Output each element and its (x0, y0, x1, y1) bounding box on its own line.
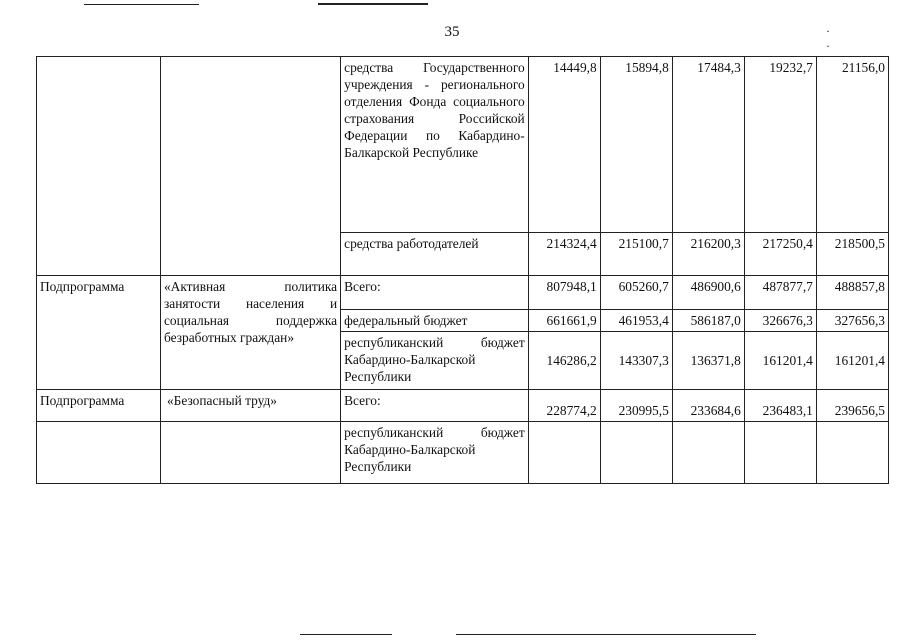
scan-artifact-bottom-center (300, 634, 392, 635)
table-row (37, 422, 889, 484)
subprogram-name-cell (160, 422, 340, 484)
value-cell: 17484,3 (672, 57, 744, 233)
subprogram-name-cell (160, 57, 340, 233)
program-cell (37, 422, 161, 484)
value-cell: 218500,5 (816, 233, 888, 276)
funding-source-cell: республиканский бюджет Кабардино-Балкарской Республики (341, 422, 529, 484)
funding-source-cell: средства работодателей (341, 233, 529, 276)
subprogram-name-cell: «Безопасный труд» (160, 390, 340, 422)
value-cell: 239656,5 (816, 390, 888, 422)
funding-source-cell: Всего: (341, 390, 529, 422)
scan-artifact-top-left (84, 4, 199, 5)
table-row (37, 276, 889, 310)
value-cell: 215100,7 (600, 233, 672, 276)
value-cell: 488857,8 (816, 276, 888, 310)
subprogram-name-cell: «Активная политика занятости населения и социальная поддержка безработных граждан» (160, 276, 340, 390)
scan-artifact-bottom-right (456, 634, 756, 635)
value-cell: 486900,6 (672, 276, 744, 310)
table-row (37, 390, 889, 422)
value-cell: 136371,8 (672, 332, 744, 390)
table-row (37, 233, 889, 276)
value-cell: 216200,3 (672, 233, 744, 276)
value-cell: 236483,1 (744, 390, 816, 422)
subprogram-name-cell (160, 233, 340, 276)
scan-artifact-top-center (318, 3, 428, 5)
funding-source-cell: федеральный бюджет (341, 310, 529, 332)
program-cell (37, 233, 161, 276)
value-cell: 230995,5 (600, 390, 672, 422)
value-cell: 586187,0 (672, 310, 744, 332)
value-cell (600, 422, 672, 484)
value-cell (744, 422, 816, 484)
value-cell (672, 422, 744, 484)
value-cell: 161201,4 (816, 332, 888, 390)
value-cell: 161201,4 (744, 332, 816, 390)
program-cell: Подпрограмма (37, 390, 161, 422)
value-cell (816, 422, 888, 484)
value-cell: 461953,4 (600, 310, 672, 332)
funding-source-cell: Всего: (341, 276, 529, 310)
program-cell: Подпрограмма (37, 276, 161, 390)
page-number: 35 (444, 24, 460, 40)
value-cell: 661661,9 (528, 310, 600, 332)
value-cell: 19232,7 (744, 57, 816, 233)
corner-marks: · · (826, 24, 860, 53)
value-cell: 15894,8 (600, 57, 672, 233)
funding-source-cell: средства Государственного учреждения - регионального отделения Фонда социального страхования Российской Федерации по Кабардино-Балкарской Республике (341, 57, 529, 233)
budget-table (36, 56, 889, 484)
value-cell: 217250,4 (744, 233, 816, 276)
value-cell: 14449,8 (528, 57, 600, 233)
value-cell: 233684,6 (672, 390, 744, 422)
value-cell: 228774,2 (528, 390, 600, 422)
value-cell: 807948,1 (528, 276, 600, 310)
program-cell (37, 57, 161, 233)
value-cell: 143307,3 (600, 332, 672, 390)
value-cell (528, 422, 600, 484)
value-cell: 327656,3 (816, 310, 888, 332)
funding-source-cell: республиканский бюджет Кабардино-Балкарской Республики (341, 332, 529, 390)
value-cell: 214324,4 (528, 233, 600, 276)
value-cell: 21156,0 (816, 57, 888, 233)
table-row (37, 57, 889, 233)
value-cell: 605260,7 (600, 276, 672, 310)
value-cell: 487877,7 (744, 276, 816, 310)
value-cell: 326676,3 (744, 310, 816, 332)
value-cell: 146286,2 (528, 332, 600, 390)
